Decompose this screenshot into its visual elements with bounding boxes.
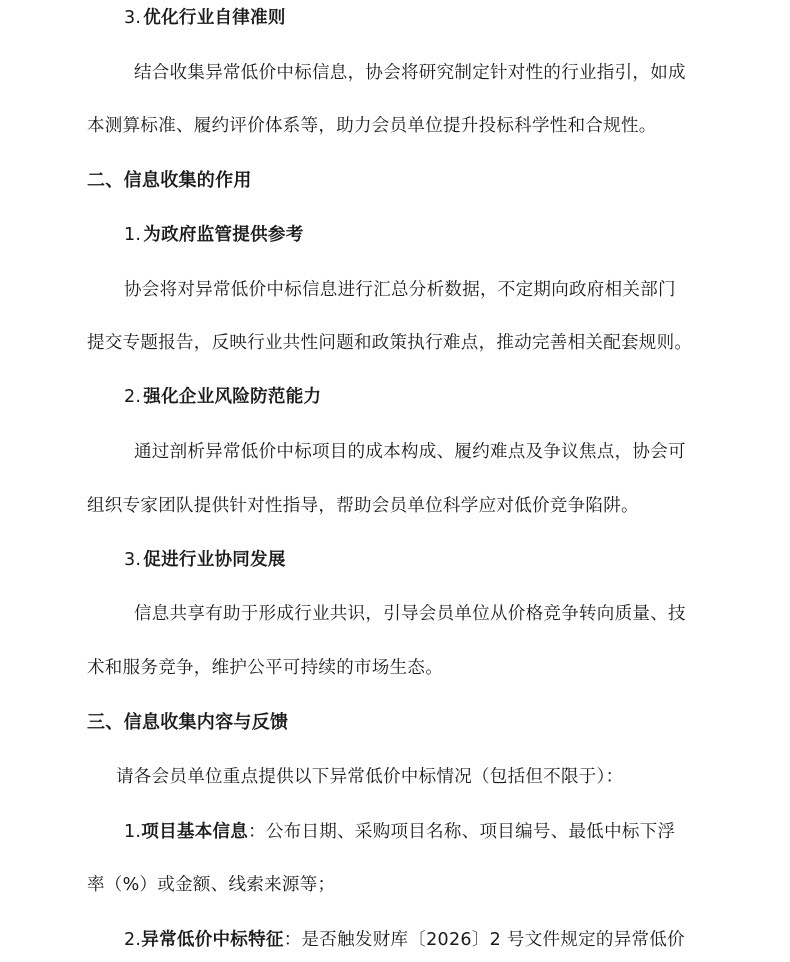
subheading-number: 2. <box>124 387 142 407</box>
section-heading-two: 二、信息收集的作用 <box>87 170 252 191</box>
section-heading-three: 三、信息收集内容与反馈 <box>87 712 289 733</box>
subheading-number: 3. <box>124 550 142 570</box>
subheading-text: 强化企业风险防范能力 <box>143 387 322 407</box>
list-item-project-info <box>124 820 675 844</box>
list-item-low-price-features <box>124 928 685 952</box>
list-item-text: ：是否触发财库〔2026〕2 号文件规定的异常低价 <box>283 930 685 950</box>
list-number: 2. <box>124 930 142 950</box>
list-item-label: 项目基本信息 <box>141 822 249 842</box>
paragraph-line: 协会将对异常低价中标信息进行汇总分析数据，不定期向政府相关部门 <box>124 280 676 300</box>
subheading-coordinated-development <box>124 548 286 572</box>
subheading-text: 优化行业自律准则 <box>143 8 286 28</box>
paragraph-line: 请各会员单位重点提供以下异常低价中标情况（包括但不限于）： <box>116 767 624 787</box>
list-item-label: 异常低价中标特征 <box>141 930 284 950</box>
paragraph-line: 术和服务竞争，维护公平可持续的市场生态。 <box>87 658 443 678</box>
paragraph-line: 结合收集异常低价中标信息，协会将研究制定针对性的行业指引，如成 <box>134 63 686 83</box>
subheading-government-reference <box>124 223 304 247</box>
paragraph-line: 本测算标准、履约评价体系等，助力会员单位提升投标科学性和合规性。 <box>87 116 657 136</box>
paragraph-line: 率（%）或金额、线索来源等； <box>87 875 336 895</box>
paragraph-line: 组织专家团队提供针对性指导，帮助会员单位科学应对低价竞争陷阱。 <box>87 496 639 516</box>
subheading-text: 为政府监管提供参考 <box>143 225 304 245</box>
paragraph-line: 提交专题报告，反映行业共性问题和政策执行难点，推动完善相关配套规则。 <box>87 333 693 353</box>
subheading-number: 3. <box>124 8 142 28</box>
list-number: 1. <box>124 822 142 842</box>
list-item-text: ：公布日期、采购项目名称、项目编号、最低中标下浮 <box>248 822 676 842</box>
subheading-risk-prevention <box>124 385 321 409</box>
paragraph-line: 通过剖析异常低价中标项目的成本构成、履约难点及争议焦点，协会可 <box>134 442 686 462</box>
subheading-number: 1. <box>124 225 142 245</box>
paragraph-line: 信息共享有助于形成行业共识，引导会员单位从价格竞争转向质量、技 <box>134 604 686 624</box>
subheading-optimize-self-discipline <box>124 6 286 30</box>
subheading-text: 促进行业协同发展 <box>143 550 286 570</box>
